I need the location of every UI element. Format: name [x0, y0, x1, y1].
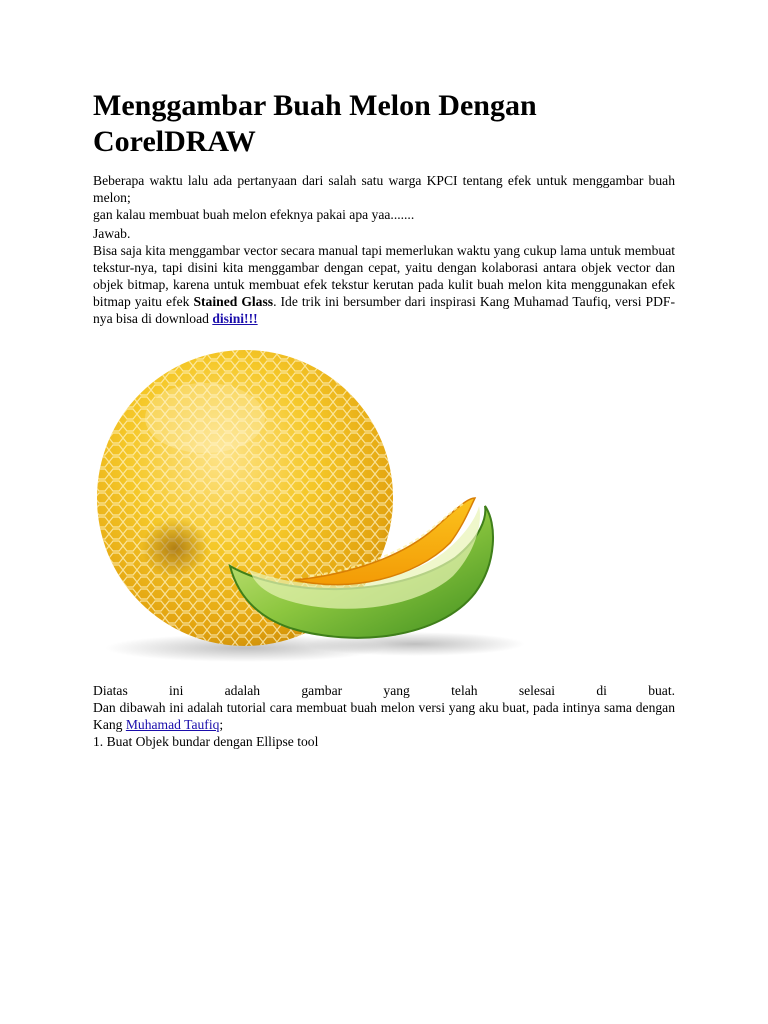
- after-image-paragraph: [93, 682, 675, 750]
- after-image-line-2-part2: ;: [219, 717, 224, 732]
- intro-paragraph: [93, 172, 675, 223]
- answer-text-part1: Bisa saja kita menggambar vector secara manual tapi memerlukan waktu yang cukup lama untuk membuat tekstur-nya, tapi disini kita menggambar dengan cepat, yaitu dengan kolaborasi antara objek vector dan objek bitmap, karena untuk membuat efek tekstur kerutan pada kulit buah melon kita menggunakan efek bitmap yaitu efek: [93, 243, 675, 309]
- after-image-line-2-part1: Dan dibawah ini adalah tutorial cara membuat buah melon versi yang aku buat, pada intinya sama dengan Kang: [93, 700, 675, 732]
- intro-line-1: Beberapa waktu lalu ada pertanyaan dari salah satu warga KPCI tentang efek untuk menggambar buah melon;: [93, 173, 675, 205]
- page-title: Menggambar Buah Melon Dengan CorelDRAW: [93, 89, 537, 158]
- melon-illustration: [95, 348, 535, 664]
- download-link[interactable]: disini!!!: [212, 311, 258, 326]
- author-link[interactable]: Muhamad Taufiq: [125, 717, 220, 732]
- answer-paragraph: [93, 225, 675, 327]
- stained-glass-term: Stained Glass: [193, 294, 274, 309]
- after-image-line-1: Diatas ini adalah gambar yang telah selesai di buat.: [93, 683, 675, 698]
- intro-line-2: gan kalau membuat buah melon efeknya pakai apa yaa.......: [93, 207, 415, 222]
- step-1-text: 1. Buat Objek bundar dengan Ellipse tool: [93, 734, 319, 749]
- answer-text-part2: . Ide trik ini bersumber dari inspirasi Kang Muhamad Taufiq, versi PDF-nya bisa di download: [93, 294, 675, 326]
- answer-heading: Jawab.: [93, 226, 131, 241]
